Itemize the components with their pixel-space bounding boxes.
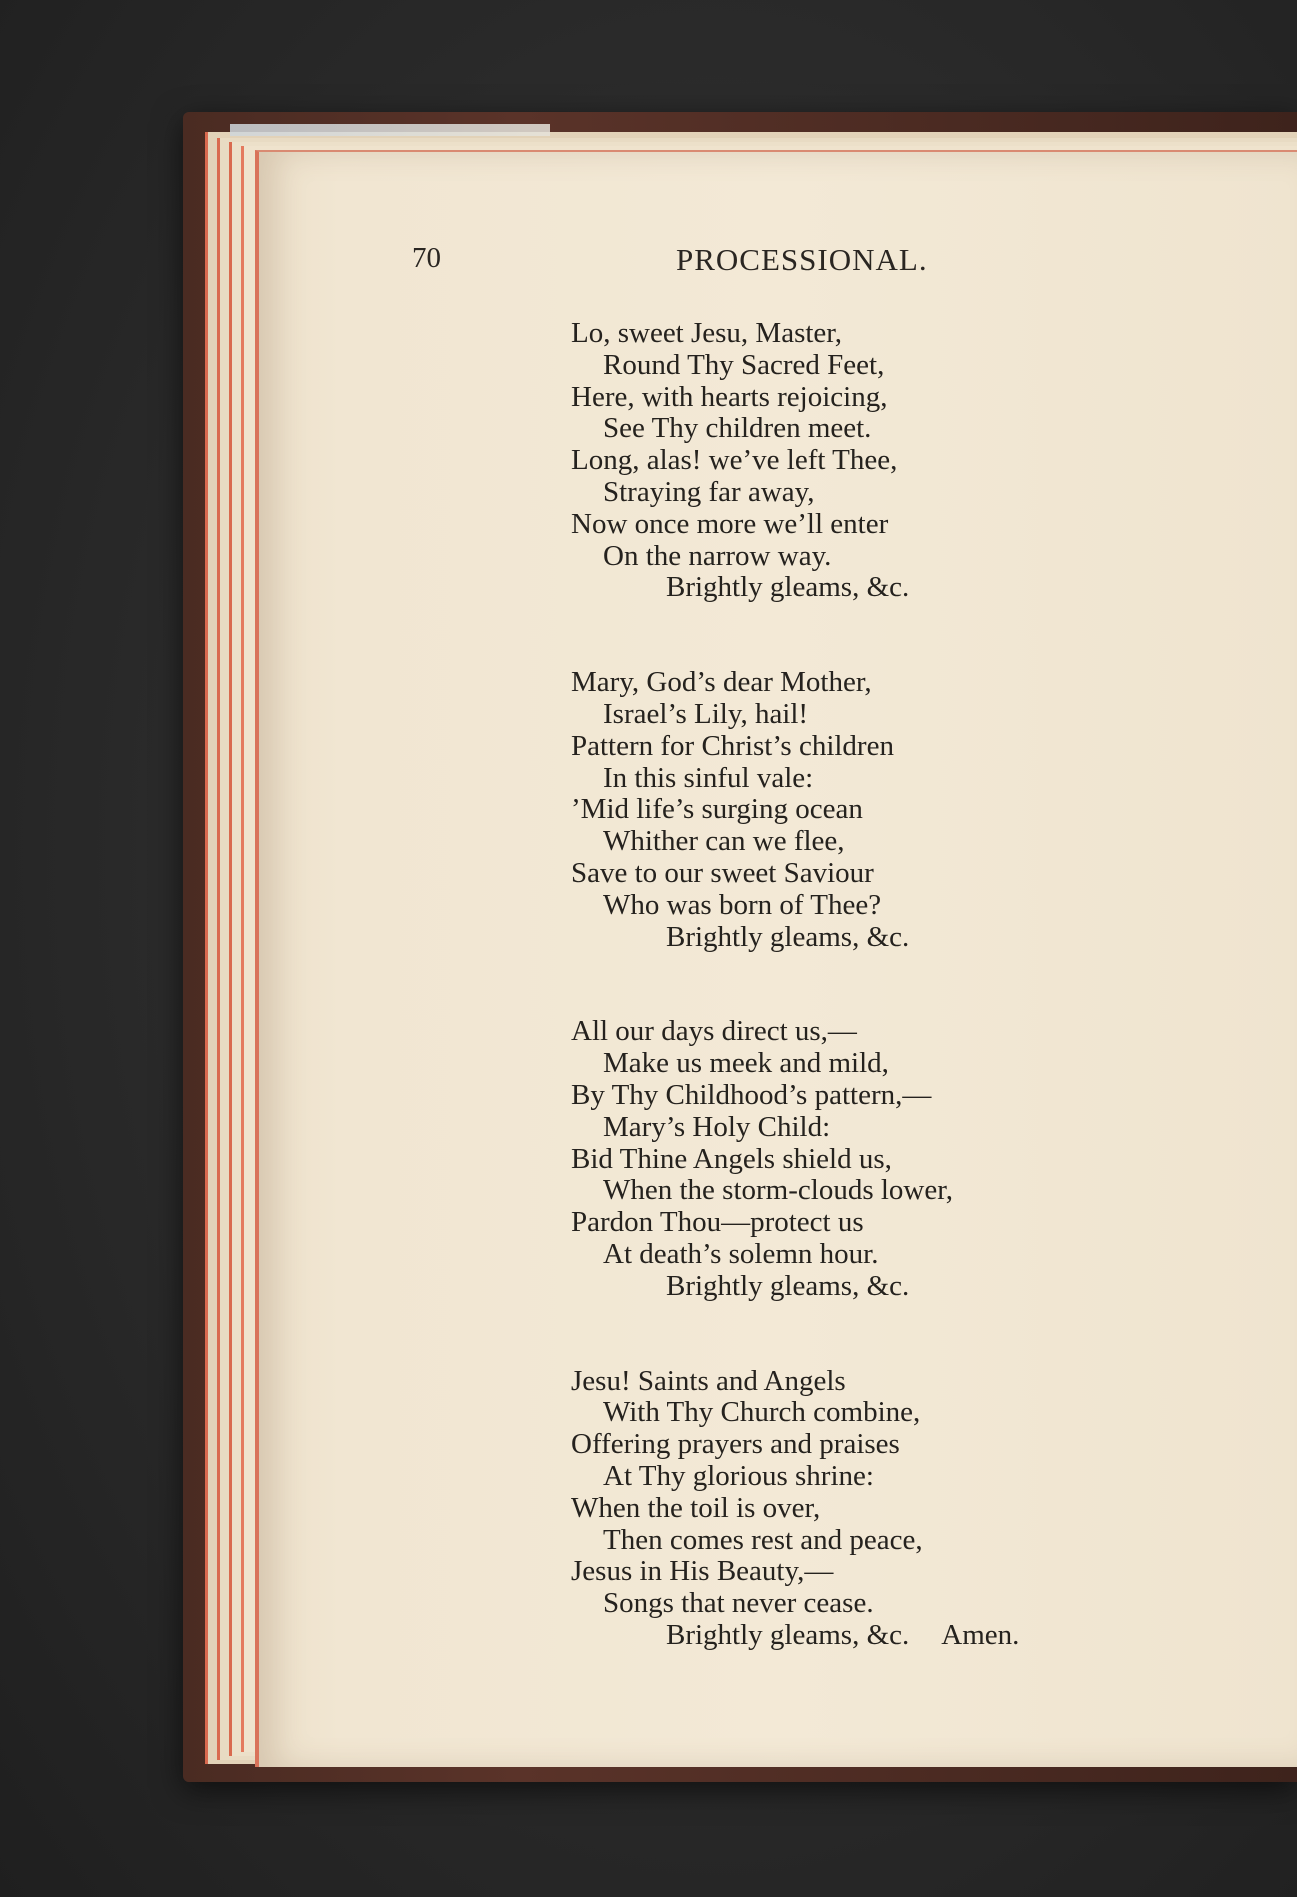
page-title: PROCESSIONAL. [676,242,928,277]
verse-line: Then comes rest and peace, [603,1523,923,1556]
verse-line: Jesu! Saints and Angels [571,1364,846,1397]
stanza [571,1366,1171,1652]
verse-line: By Thy Childhood’s pattern,— [571,1078,932,1111]
verse-line: Straying far away, [603,475,815,508]
refrain-line [571,1620,1171,1652]
refrain-line: Brightly gleams, &c. [666,571,910,604]
verse-line: Round Thy Sacred Feet, [603,348,885,381]
hymn-text [571,318,1171,1652]
verse-line: ’Mid life’s surging ocean [571,793,863,826]
verse-line: With Thy Church combine, [603,1396,921,1429]
running-head [0,242,1297,282]
verse-line: Here, with hearts rejoicing, [571,380,888,413]
refrain-line: Brightly gleams, &c. [666,1269,910,1302]
verse-line: Make us meek and mild, [603,1047,889,1080]
amen-text: Amen. [941,1618,1020,1651]
verse-line: Who was born of Thee? [603,888,882,921]
verse-line: At death’s solemn hour. [603,1237,879,1270]
stanza [571,667,1171,953]
verse-line: When the toil is over, [571,1491,821,1524]
refrain-text: Brightly gleams, &c. [666,1618,910,1651]
verse-line: See Thy children meet. [603,412,872,445]
verse-line: Pardon Thou—protect us [571,1206,864,1239]
verse-line: Pattern for Christ’s children [571,729,894,762]
verse-line: Mary’s Holy Child: [603,1110,831,1143]
page-number: 70 [412,242,441,274]
verse-line: Mary, God’s dear Mother, [571,666,872,699]
verse-line: On the narrow way. [603,539,832,572]
verse-line: In this sinful vale: [603,761,814,794]
stanza [571,318,1171,604]
verse-line: When the storm-clouds lower, [603,1174,953,1207]
verse-line: All our days direct us,— [571,1015,857,1048]
verse-line: Long, alas! we’ve left Thee, [571,444,898,477]
verse-line: Save to our sweet Saviour [571,856,874,889]
verse-line: Lo, sweet Jesu, Master, [571,317,843,349]
verse-line: Jesus in His Beauty,— [571,1555,834,1588]
verse-line: Whither can we flee, [603,825,845,858]
verse-line: Bid Thine Angels shield us, [571,1142,892,1175]
refrain-line: Brightly gleams, &c. [666,920,910,953]
verse-line: At Thy glorious shrine: [603,1459,874,1492]
verse-line: Israel’s Lily, hail! [603,697,809,730]
stanza [571,1016,1171,1302]
verse-line: Offering prayers and praises [571,1428,900,1461]
verse-line: Now once more we’ll enter [571,507,889,540]
bookmark-strip [230,124,550,136]
verse-line: Songs that never cease. [603,1587,874,1620]
